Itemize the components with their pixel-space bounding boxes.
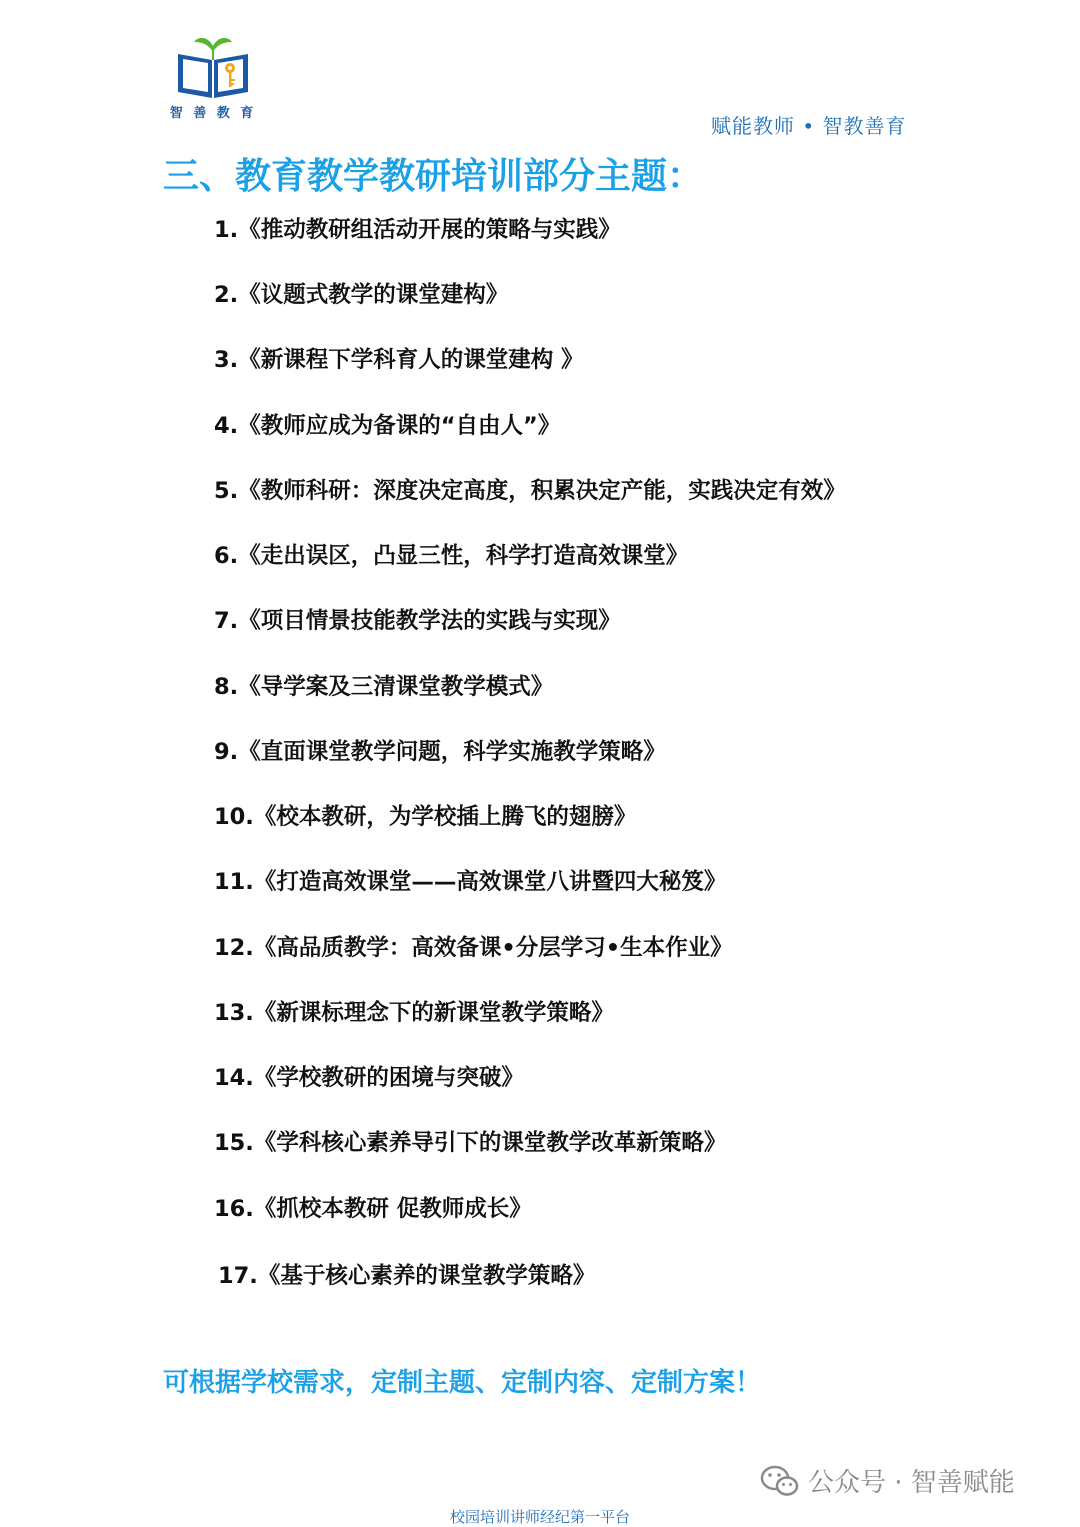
topic-item: 8.《导学案及三清课堂教学模式》: [214, 674, 554, 700]
topic-item: 12.《高品质教学：高效备课•分层学习•生本作业》: [214, 935, 733, 961]
topic-item: 5.《教师科研：深度决定高度，积累决定产能，实践决定有效》: [214, 478, 846, 504]
topic-item: 11.《打造高效课堂——高效课堂八讲暨四大秘笈》: [214, 869, 727, 895]
topic-item: 7.《项目情景技能教学法的实践与实现》: [214, 608, 621, 634]
topic-item: 16.《抓校本教研 促教师成长》: [214, 1196, 532, 1222]
customization-note: 可根据学校需求，定制主题、定制内容、定制方案！: [163, 1368, 762, 1398]
section-heading: 三、教育教学教研培训部分主题：: [163, 156, 704, 197]
footer-text: 校园培训讲师经纪第一平台: [449, 1508, 630, 1526]
topic-item: 2.《议题式教学的课堂建构》: [214, 282, 509, 308]
topic-item: 4.《教师应成为备课的“自由人”》: [214, 413, 561, 439]
topic-item: 14.《学校教研的困境与突破》: [214, 1065, 524, 1091]
wechat-icon: [760, 1465, 800, 1497]
topic-item: 13.《新课标理念下的新课堂教学策略》: [214, 1000, 614, 1026]
topic-item: 10.《校本教研，为学校插上腾飞的翅膀》: [214, 804, 637, 830]
topic-item: 3.《新课程下学科育人的课堂建构 》: [214, 347, 584, 373]
topic-item: 6.《走出误区，凸显三性，科学打造高效课堂》: [214, 543, 689, 569]
topic-item: 1.《推动教研组活动开展的策略与实践》: [214, 217, 621, 243]
topic-item: 15.《学科核心素养导引下的课堂教学改革新策略》: [214, 1130, 727, 1156]
topic-item: 17.《基于核心素养的课堂教学策略》: [218, 1263, 596, 1289]
topic-item: 9.《直面课堂教学问题，科学实施教学策略》: [214, 739, 666, 765]
watermark-text: 公众号 · 智善赋能: [808, 1468, 1015, 1498]
logo-text: 智 善 教 育: [169, 106, 257, 121]
header-slogan: 赋能教师 • 智教善育: [711, 114, 907, 138]
watermark: [760, 1462, 1015, 1499]
